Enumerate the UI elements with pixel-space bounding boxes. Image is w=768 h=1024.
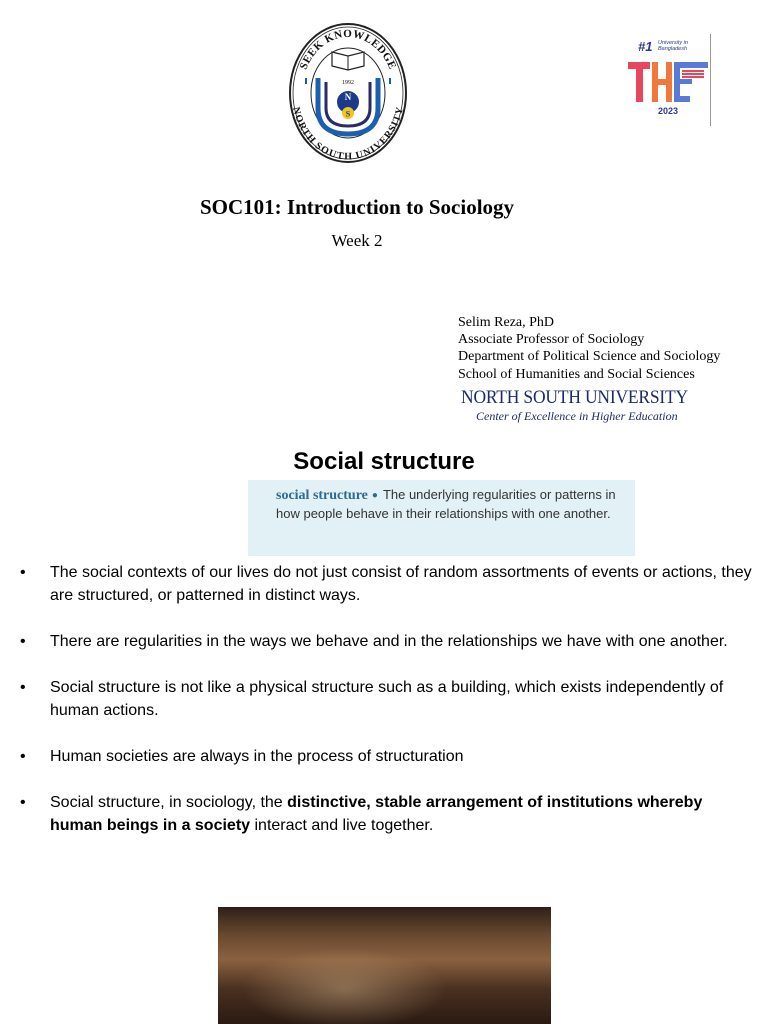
bullet-text: Social structure, in sociology, the: [50, 794, 288, 811]
badge-rank: #1: [638, 39, 653, 54]
bullet-text: The social contexts of our lives do not just consist of random assortments of events or actions, they are structured, or patterned in distinct ways.: [50, 564, 752, 604]
list-item: [20, 745, 755, 768]
bullet-text: There are regularities in the ways we behave and in the relationships we have with one another.: [50, 633, 728, 650]
seal-year: 1992: [342, 80, 354, 86]
definition-text: The underlying regularities or patterns in how people behave in their relationships with one another.: [276, 487, 616, 521]
course-title: SOC101: Introduction to Sociology: [199, 195, 515, 219]
the-ranking-badge: [622, 34, 714, 128]
list-item: [20, 630, 755, 653]
list-item: [20, 561, 755, 607]
badge-year: 2023: [658, 106, 679, 116]
author-block: [458, 314, 720, 383]
bullet-icon: •: [20, 748, 26, 765]
badge-divider: [710, 34, 711, 126]
definition-box: [248, 480, 635, 556]
bullet-list: [20, 561, 755, 860]
bullet-icon: •: [20, 633, 26, 650]
bullet-text: Human societies are always in the process of structuration: [50, 748, 464, 765]
university-name: NORTH SOUTH UNIVERSITY: [461, 387, 688, 408]
bullet-text-bold: distinctive, stable arrangement of institutions whereby human beings in a society: [50, 794, 703, 834]
bullet-text: Social structure is not like a physical structure such as a building, which exists independently of human actions.: [50, 679, 724, 719]
list-item: [20, 676, 755, 722]
bullet-text-end: interact and live together.: [250, 817, 434, 834]
section-title: [0, 448, 768, 476]
nsu-seal-logo: [288, 22, 408, 164]
seal-letter-n: N: [344, 92, 352, 102]
university-tagline: Center of Excellence in Higher Education: [476, 409, 678, 423]
author-title: Associate Professor of Sociology: [458, 332, 645, 348]
seal-top-text: SEEK KNOWLEDGE: [297, 27, 399, 72]
badge-rank-sub: University in Bangladesh: [658, 40, 688, 52]
author-department: Department of Political Science and Sociology: [458, 349, 721, 365]
bullet-icon: •: [20, 679, 26, 696]
seal-bottom-text: NORTH SOUTH UNIVERSITY: [290, 105, 406, 163]
author-school: School of Humanities and Social Sciences: [458, 366, 695, 382]
section-title-text: Social structure: [293, 448, 475, 475]
definition-term: social structure: [276, 488, 368, 503]
bullet-icon: •: [20, 564, 26, 581]
bullet-icon: •: [20, 794, 26, 811]
author-name: Selim Reza, PhD: [458, 315, 555, 330]
week-label: Week 2: [331, 231, 383, 250]
seal-letter-s: S: [345, 109, 351, 119]
cover-photo: [218, 907, 551, 1024]
the-logo-icon: [628, 60, 710, 104]
list-item: [20, 791, 755, 837]
definition-bullet-icon: ●: [371, 490, 378, 501]
